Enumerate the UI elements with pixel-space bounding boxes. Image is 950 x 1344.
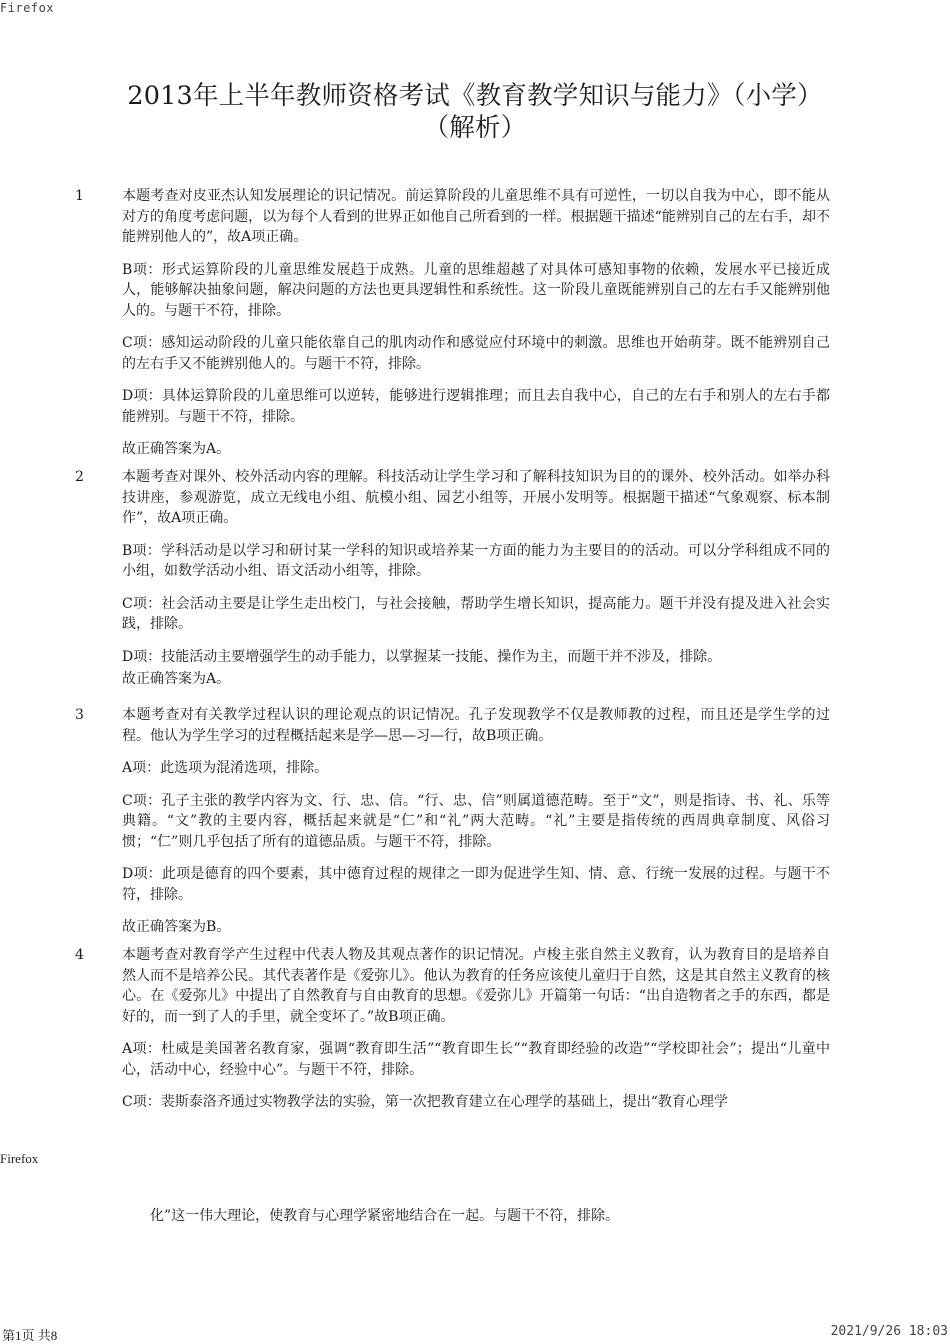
answer-explanations [0,186,950,1125]
question-number: 3 [75,707,84,723]
page-number: 第1页 共8 [2,1328,58,1343]
option-c-paragraph: C项：孔子主张的教学内容为文、行、忠、信。“行、忠、信”则属道德范畴。至于“文”，则是指诗、书、礼、乐等典籍。“文”教的主要内容，概括起来就是“仁”和“礼”两大范畴。“礼”主要是指传统的西周典章制度、风俗习惯；“仁”则几乎包括了所有的道德品质。与题干不符，排除。 [122,792,830,850]
option-b-paragraph: B项：学科活动是以学习和研讨某一学科的知识或培养某一方面的能力为主要目的的活动。可以分学科组成不同的小组，如数学活动小组、语文活动小组等，排除。 [122,542,830,579]
question-3 [0,705,950,937]
browser-title-label: Firefox [0,1,55,15]
page-title [60,80,890,144]
question-4 [0,945,950,1113]
option-a-paragraph: A项：此选项为混淆选项，排除。 [122,760,329,776]
correct-answer: 故正确答案为B。 [122,919,231,935]
page-title-line-2: （解析） [423,113,527,143]
option-c-paragraph: C项：裴斯泰洛齐通过实物教学法的实验，第一次把教育建立在心理学的基础上，提出“教育心理学 [122,1094,728,1110]
question-number: 4 [75,947,84,963]
option-c-paragraph: C项：感知运动阶段的儿童只能依靠自己的肌肉动作和感觉应付环境中的刺激。思维也开始萌芽。既不能辨别自己的左右手又不能辨别他人的。与题干不符，排除。 [122,335,830,372]
print-timestamp: 2021/9/26 18:03 [830,1324,948,1339]
explanation-paragraph: 本题考查对课外、校外活动内容的理解。科技活动让学生学习和了解科技知识为目的的课外、校外活动。如举办科技讲座，参观游览，成立无线电小组、航模小组、园艺小组等，开展小发明等。根据题干描述“气象观察、标本制作”，故A项正确。 [122,469,830,526]
correct-answer: 故正确答案为A。 [122,441,231,457]
option-c-paragraph: C项：社会活动主要是让学生走出校门，与社会接触，帮助学生增长知识，提高能力。题干并没有提及进入社会实践，排除。 [122,595,830,632]
continuation-paragraph: 化”这一伟大理论，使教育与心理学紧密地结合在一起。与题干不符，排除。 [150,1208,620,1224]
option-d-paragraph: D项：此项是德育的四个要素，其中德育过程的规律之一即为促进学生知、情、意、行统一发展的过程。与题干不符，排除。 [122,866,830,903]
page-title-line-1: 2013年上半年教师资格考试《教育教学知识与能力》（小学） [127,81,823,111]
option-d-paragraph: D项：技能活动主要增强学生的动手能力，以掌握某一技能、操作为主，而题干并不涉及，排除。 [122,648,722,665]
question-number: 2 [75,469,84,485]
question-2 [0,467,950,689]
correct-answer: 故正确答案为A。 [122,671,231,687]
browser-page-break-label: Firefox [0,1151,39,1166]
option-a-paragraph: A项：杜威是美国著名教育家，强调“教育即生活”“教育即生长”“教育即经验的改造”“学校即社会”；提出“儿童中心，活动中心，经验中心”。与题干不符，排除。 [122,1041,830,1078]
explanation-paragraph: 本题考查对教育学产生过程中代表人物及其观点著作的识记情况。卢梭主张自然主义教育，认为教育目的是培养自然人而不是培养公民。其代表著作是《爱弥儿》。他认为教育的任务应该使儿童归于自然，这是其自然主义教育的核心。在《爱弥儿》中提出了自然教育与自由教育的思想。《爱弥儿》开篇第一句话：“出自造物者之手的东西，都是好的，而一到了人的手里，就全变坏了。”故B项正确。 [122,947,830,1025]
option-d-paragraph: D项：具体运算阶段的儿童思维可以逆转，能够进行逻辑推理；而且去自我中心，自己的左右手和别人的左右手都能辨别。与题干不符，排除。 [122,388,830,425]
question-1 [0,186,950,459]
explanation-paragraph: 本题考查对有关教学过程认识的理论观点的识记情况。孔子发现教学不仅是教师教的过程，而且还是学生学的过程。他认为学生学习的过程概括起来是学—思—习—行，故B项正确。 [122,707,830,744]
question-number: 1 [75,188,84,204]
explanation-paragraph: 本题考查对皮亚杰认知发展理论的识记情况。前运算阶段的儿童思维不具有可逆性，一切以自我为中心，即不能从对方的角度考虑问题，以为每个人看到的世界正如他自己所看到的一样。根据题干描述“能辨别自己的左右手，却不能辨别他人的”，故A项正确。 [122,188,830,245]
option-b-paragraph: B项：形式运算阶段的儿童思维发展趋于成熟。儿童的思维超越了对具体可感知事物的依赖，发展水平已接近成人，能够解决抽象问题，解决问题的方法也更具逻辑性和系统性。这一阶段儿童既能辨别自己的左右手又能辨别他人的。与题干不符，排除。 [122,261,830,319]
